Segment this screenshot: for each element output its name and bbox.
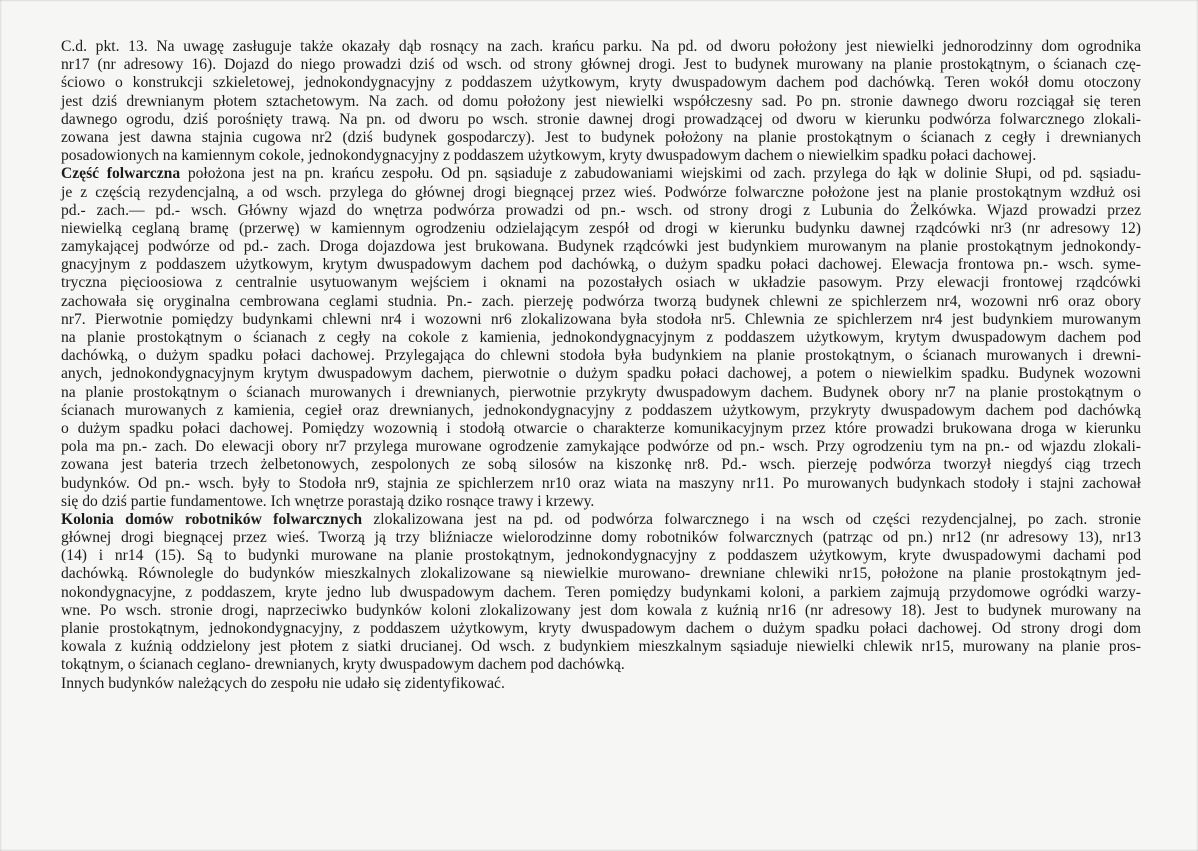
section-heading: Kolonia domów robotników folwarcznych <box>61 510 363 528</box>
text-line <box>61 438 1141 456</box>
line-text: tryczna pięcioosiowa z centralnie usytuowanym wejściem i oknami na pozostałych osiach w układzie pasowym. Przy elewacji frontowej rządcówki <box>61 274 1141 292</box>
line-text: o dużym spadku połaci dachowej. Pomiędzy wozownią i stodołą otwarcie o charakterze komunikacyjnym przez które prowadzi brukowana droga w kierunku <box>61 419 1141 437</box>
line-text: nokondygnacyjne, z poddaszem, kryte jedno lub dwuspadowym dachem. Teren pomiędzy budynkami koloni, a parkiem zajmują przydomowe ogródki warzy- <box>61 583 1141 601</box>
text-line <box>61 675 1141 693</box>
text-line <box>61 493 1141 511</box>
text-line <box>61 202 1141 220</box>
line-text: pola ma pn.- zach. Do elewacji obory nr7 przylega murowane ogrodzenie zamykające podwórze od pn.- wsch. Przy ogrodzeniu tym na pn.- od wjazdu zlokali- <box>61 438 1141 456</box>
text-line <box>61 256 1141 274</box>
line-text: nr17 (nr adresowy 16). Dojazd do niego prowadzi dziś od wsch. od strony głównej drogi. Jest to budynek murowany na planie prostokątnym, o ścianach czę- <box>61 56 1141 74</box>
line-text: budynków. Od pn.- wsch. były to Stodoła nr9, stajnia ze spichlerzem nr10 oraz wiata na maszyny nr11. Po murowanych budynkach stodoły i stajni zachował <box>61 474 1141 492</box>
text-line <box>61 147 1141 165</box>
text-line <box>61 475 1141 493</box>
line-text: wne. Po wsch. stronie drogi, naprzeciwko budynków koloni zlokalizowany jest dom kowala z kuźnią nr16 (nr adresowy 18). Jest to budynek murowany na <box>61 601 1141 619</box>
line-text: zamykającej podwórze od pd.- zach. Droga dojazdowa jest brukowana. Budynek rządcówki jest budynkiem murowanym na planie prostokątnym jednokondy- <box>61 238 1141 256</box>
text-line <box>61 93 1141 111</box>
text-line <box>61 638 1141 656</box>
line-text: anych, jednokondygnacyjnym krytym dwuspadowym dachem, pierwotnie o dużym spadku połaci dachowej, a potem o niewielkim spadku. Budynek wozowni <box>61 365 1141 383</box>
text-line <box>61 420 1141 438</box>
line-text: jest dziś drewnianym płotem sztachetowym. Na zach. od domu położony jest niewielki współczesny sad. Po pn. stronie dawnego dworu rozciągał się teren <box>61 92 1141 110</box>
line-text: ścianach murowanych z kamienia, cegieł oraz drewnianych, jednokondygnacyjny z poddaszem użytkowym, przykryty dwuspadowym dachem pod dachówką <box>61 401 1141 419</box>
text-line <box>61 456 1141 474</box>
line-text: ściowo o konstrukcji szkieletowej, jednokondygnacyjny z poddaszem użytkowym, kryty dwuspadowym dachem pod dachówką. Teren wokół domu otoczony <box>61 74 1141 92</box>
line-text: zowana jest bateria trzech żelbetonowych, zespolonych ze sobą silosów na kiszonkę nr8. Pd.- wsch. pierzeję podwórza tworzył niegdyś ciąg trzech <box>61 456 1141 474</box>
text-line <box>61 584 1141 602</box>
line-text: kowala z kuźnią oddzielony jest płotem z siatki drucianej. Od wsch. z budynkiem mieszkalnym sąsiaduje niewielki chlewik nr15, murowany na planie pros- <box>61 638 1141 656</box>
text-line <box>61 274 1141 292</box>
text-line <box>61 365 1141 383</box>
line-text: nr7. Pierwotnie pomiędzy budynkami chlewni nr4 i wozowni nr6 zlokalizowana była stodoła nr5. Chlewnia ze spichlerzem nr4 jest budynkiem murowanym <box>61 310 1141 328</box>
text-line <box>61 111 1141 129</box>
line-text: je z częścią rezydencjalną, a od wsch. przylega do głównej drogi biegnącej przez wieś. Podwórze folwarczne położone jest na planie prostokątnym wzdłuż osi <box>61 183 1141 201</box>
text-line <box>61 129 1141 147</box>
text-line <box>61 56 1141 74</box>
line-text: niewielką ceglaną bramę (przerwę) w kamiennym ogrodzeniu odzielającym zespół od drogi w kierunku budynku dawnej rządcówki nr3 (nr adresowy 12) <box>61 219 1141 237</box>
line-text: (14) i nr14 (15). Są to budynki murowane na planie prostokątnym, jednokondygnacyjny z poddaszem użytkowym, kryte dwuspadowymi dachami pod <box>61 547 1141 565</box>
line-text: gnacyjnym z poddaszem użytkowym, krytym dwuspadowym dachem pod dachówką, o dużym spadku połaci dachowej. Elewacja frontowa pn.- wsch. syme- <box>61 256 1141 274</box>
line-text: Innych budynków należących do zespołu nie udało się zidentyfikować. <box>61 674 505 692</box>
line-text: na planie prostokątnym o ścianach z cegły na cokole z kamienia, jednokondygnacyjnym z poddaszem użytkowym, krytym dwuspadowym dachem pod <box>61 329 1141 346</box>
line-text: tokątnym, o ścianach ceglano- drewnianych, kryty dwuspadowym dachem pod dachówką. <box>61 656 625 674</box>
text-line <box>61 293 1141 311</box>
text-line <box>61 165 1141 183</box>
line-text: się do dziś partie fundamentowe. Ich wnętrze porastają dziko rosnące trawy i krzewy. <box>61 492 595 510</box>
line-text: planie prostokątnym, jednokondygnacyjny, z poddaszem użytkowym, kryty dwuspadowym dachem o dużym spadku połaci dachowej. Od strony drogi dom <box>61 620 1141 637</box>
text-line <box>61 311 1141 329</box>
text-line <box>61 602 1141 620</box>
line-text: posadowionych na kamiennym cokole, jednokondygnacyjny z poddaszem użytkowym, kryty dwuspadowym dachem o niewielkim spadku połaci dachowej. <box>61 147 1037 165</box>
section-heading: Część folwarczna <box>61 165 181 183</box>
line-text: głównej drogi biegnącej przez wieś. Tworzą ją trzy bliźniacze wielorodzinne domy robotników folwarcznych (patrząc od pn.) nr12 (nr adresowy 13), nr13 <box>61 529 1141 547</box>
line-text: zowana jest dawna stajnia cugowa nr2 (dziś budynek gospodarczy). Jest to budynek położony na planie prostokątnym o ścianach z cegły i drewnianych <box>61 128 1141 146</box>
line-text: dawnego ogrodu, dziś porośnięty trawą. Na pn. od dworu po wsch. stronie dawnej drogi prowadzącej od dworu w kierunku podwórza folwarcznego zlokali- <box>61 110 1141 128</box>
line-text: dachówką, o dużym spadku połaci dachowej. Przylegająca do chlewni stodoła była budynkiem na planie prostokątnym, o ścianach murowanych i drewni- <box>61 347 1141 365</box>
text-line <box>61 529 1141 547</box>
line-text: C.d. pkt. 13. Na uwagę zasługuje także okazały dąb rosnący na zach. krańcu parku. Na pd. od dworu położony jest niewielki jednorodzinny dom ogrodnika <box>61 38 1141 55</box>
line-text: zlokalizowana jest na pd. od podwórza folwarcznego i na wsch od części rezydencjalnej, po zach. stronie <box>362 510 1141 528</box>
line-text: na planie prostokątnym o ścianach murowanych i drewnianych, pierwotnie przykryty dwuspadowym dachem. Budynek obory nr7 na planie prostokątnym o <box>61 383 1141 401</box>
text-line <box>61 384 1141 402</box>
text-line <box>61 38 1141 56</box>
text-line <box>61 656 1141 674</box>
text-line <box>61 511 1141 529</box>
text-line <box>61 329 1141 347</box>
line-text: dachówką. Równolegle do budynków mieszkalnych zlokalizowane są niewielkie murowano- drewniane chlewiki nr15, położone na planie prostokątnym jed- <box>61 565 1141 583</box>
document-body <box>61 38 1141 693</box>
line-text: pd.- zach.— pd.- wsch. Główny wjazd do wnętrza podwórza prowadzi od pn.- wsch. od strony drogi z Lubunia do Żelkówka. Wjazd prowadzi przez <box>61 201 1141 219</box>
text-line <box>61 238 1141 256</box>
text-line <box>61 402 1141 420</box>
line-text: zachowała się oryginalna cembrowana ceglami studnia. Pn.- zach. pierzeję podwórza tworzą budynek chlewni ze spichlerzem nr4, wozowni nr6 oraz obory <box>61 292 1141 310</box>
text-line <box>61 620 1141 638</box>
text-line <box>61 547 1141 565</box>
text-line <box>61 220 1141 238</box>
text-line <box>61 184 1141 202</box>
text-line <box>61 74 1141 92</box>
line-text: położona jest na pn. krańcu zespołu. Od pn. sąsiaduje z zabudowaniami wiejskimi od zach. przylega do łąk w dolinie Słupi, od pd. sąsiadu- <box>180 165 1141 183</box>
text-line <box>61 565 1141 583</box>
text-line <box>61 347 1141 365</box>
